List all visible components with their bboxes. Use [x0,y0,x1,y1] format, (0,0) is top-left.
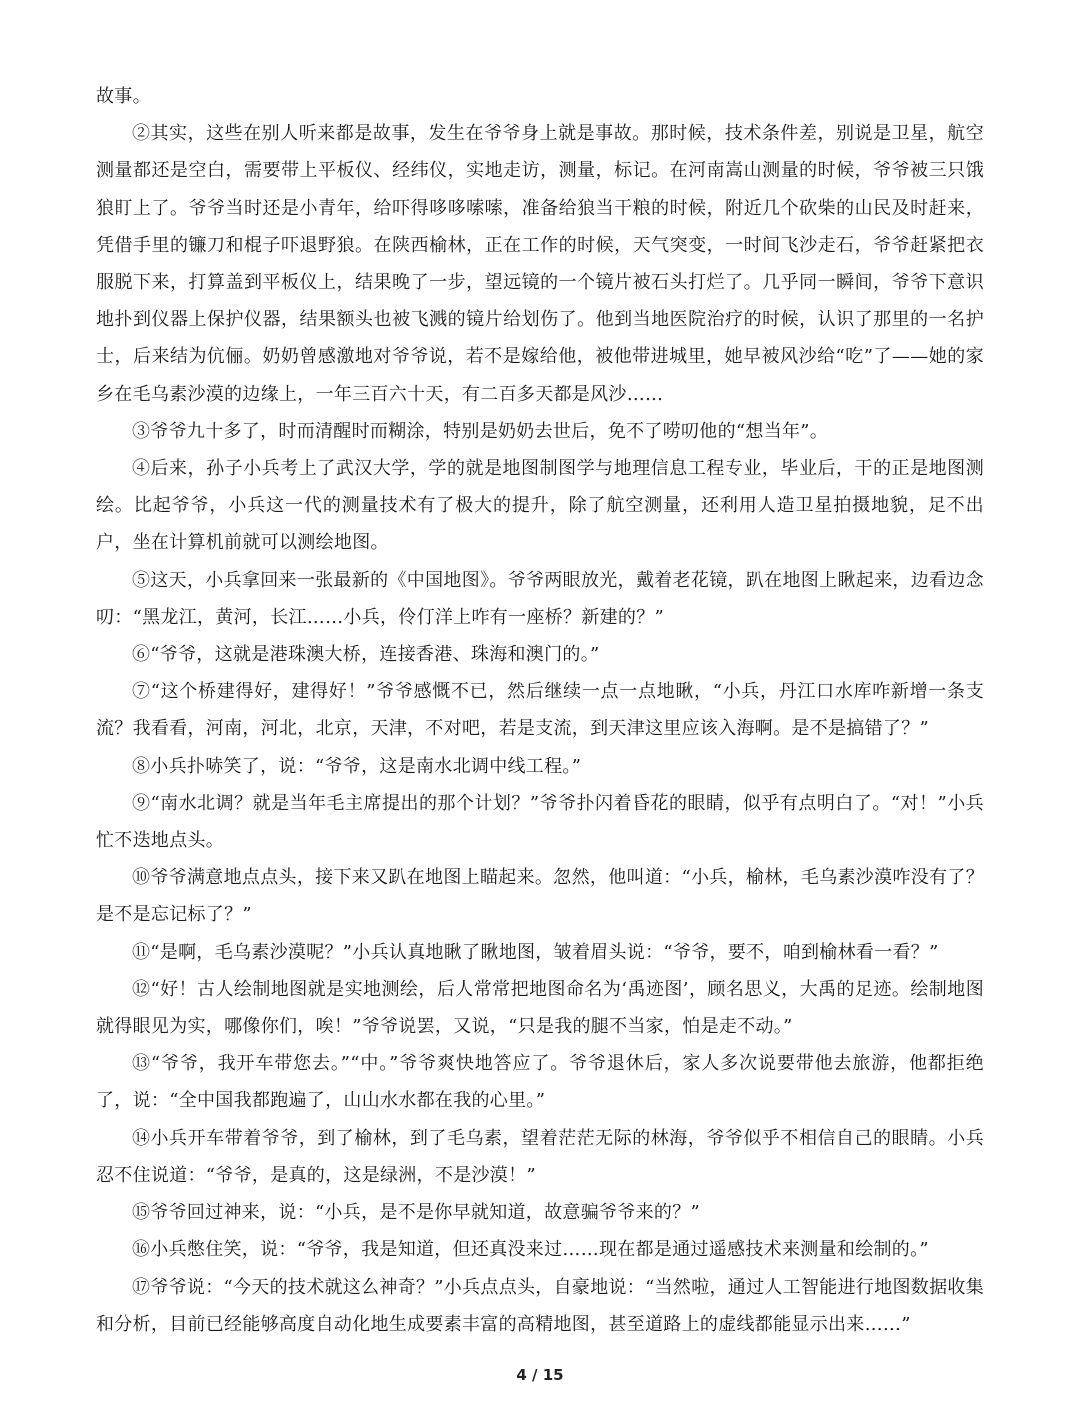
paragraph-17: ⑰爷爷说：“今天的技术就这么神奇？”小兵点点头，自豪地说：“当然啦，通过人工智能进行地图数据收集和分析，目前已经能够高度自动化地生成要素丰富的高精地图，甚至道路上的虚线都能显示出来……” [96,1276,985,1335]
paragraph-6: ⑥“爷爷，这就是港珠澳大桥，连接香港、珠海和澳门的。” [132,644,600,666]
paragraph-11: ⑪“是啊，毛乌素沙漠呢？”小兵认真地瞅了瞅地图，皱着眉头说：“爷爷，要不，咱到榆林看一看？” [132,941,939,963]
paragraph-13: ⑬“爷爷，我开车带您去。”“中。”爷爷爽快地答应了。爷爷退休后，家人多次说要带他去旅游，他都拒绝了，说：“全中国我都跑遍了，山山水水都在我的心里。” [96,1053,984,1112]
paragraph-10: ⑩爷爷满意地点点头，接下来又趴在地图上瞄起来。忽然，他叫道：“小兵，榆林，毛乌素沙漠咋没有了？是不是忘记标了？” [96,867,984,926]
paragraph-15: ⑮爷爷回过神来，说：“小兵，是不是你早就知道，故意骗爷爷来的？” [132,1202,701,1224]
paragraph-continuation: 故事。 [96,86,151,107]
paragraph-4: ④后来，孙子小兵考上了武汉大学，学的就是地图制图学与地理信息工程专业，毕业后，干的正是地图测绘。比起爷爷，小兵这一代的测量技术有了极大的提升，除了航空测量，还利用人造卫星拍摄地貌，足不出户，坐在计算机前就可以测绘地图。 [96,458,984,554]
paragraph-9: ⑨“南水北调？就是当年毛主席提出的那个计划？”爷爷扑闪着昏花的眼睛，似乎有点明白了。“对！”小兵忙不迭地点头。 [96,792,984,852]
paragraph-12: ⑫“好！古人绘制地图就是实地测绘，后人常常把地图命名为‘禹迹图’，顾名思义，大禹的足迹。绘制地图就得眼见为实，哪像你们，唉！”爷爷说罢，又说，“只是我的腿不当家，怕是走不动。” [96,978,984,1038]
paragraph-5: ⑤这天，小兵拿回来一张最新的《中国地图》。爷爷两眼放光，戴着老花镜，趴在地图上瞅起来，边看边念叨：“黑龙江，黄河，长江……小兵，伶仃洋上咋有一座桥？新建的？” [96,569,984,628]
document-body [96,78,984,1343]
paragraph-7: ⑦“这个桥建得好，建得好！”爷爷感慨不已，然后继续一点一点地瞅，“小兵，丹江口水库咋新增一条支流？我看看，河南，河北，北京，天津，不对吧，若是支流，到天津这里应该入海啊。是不是搞错了？” [96,681,984,740]
paragraph-8: ⑧小兵扑哧笑了，说：“爷爷，这是南水北调中线工程。” [132,755,582,777]
page-number: 4 / 15 [516,1366,564,1384]
paragraph-2: ②其实，这些在别人听来都是故事，发生在爷爷身上就是事故。那时候，技术条件差，别说是卫星，航空测量都还是空白，需要带上平板仪、经纬仪，实地走访，测量，标记。在河南嵩山测量的时候，爷爷被三只饿狼盯上了。爷爷当时还是小青年，给吓得哆哆嗦嗦，准备给狼当干粮的时候，附近几个砍柴的山民及时赶来，凭借手里的镰刀和棍子吓退野狼。在陕西榆林，正在工作的时候，天气突变，一时间飞沙走石，爷爷赶紧把衣服脱下来，打算盖到平板仪上，结果晚了一步，望远镜的一个镜片被石头打烂了。几乎同一瞬间，爷爷下意识地扑到仪器上保护仪器，结果额头也被飞溅的镜片给划伤了。他到当地医院治疗的时候，认识了那里的一名护士，后来结为伉俪。奶奶曾感激地对爷爷说，若不是嫁给他，被他带进城里，她早被风沙给“吃”了——她的家乡在毛乌素沙漠的边缘上，一年三百六十天，有二百多天都是风沙…… [96,123,984,405]
paragraph-14: ⑭小兵开车带着爷爷，到了榆林，到了毛乌素，望着茫茫无际的林海，爷爷似乎不相信自己的眼睛。小兵忍不住说道：“爷爷，是真的，这是绿洲，不是沙漠！” [96,1127,984,1186]
paragraph-3: ③爷爷九十多了，时而清醒时而糊涂，特别是奶奶去世后，免不了唠叨他的“想当年”。 [132,420,829,442]
paragraph-16: ⑯小兵憋住笑，说：“爷爷，我是知道，但还真没来过……现在都是通过遥感技术来测量和绘制的。” [132,1239,929,1261]
